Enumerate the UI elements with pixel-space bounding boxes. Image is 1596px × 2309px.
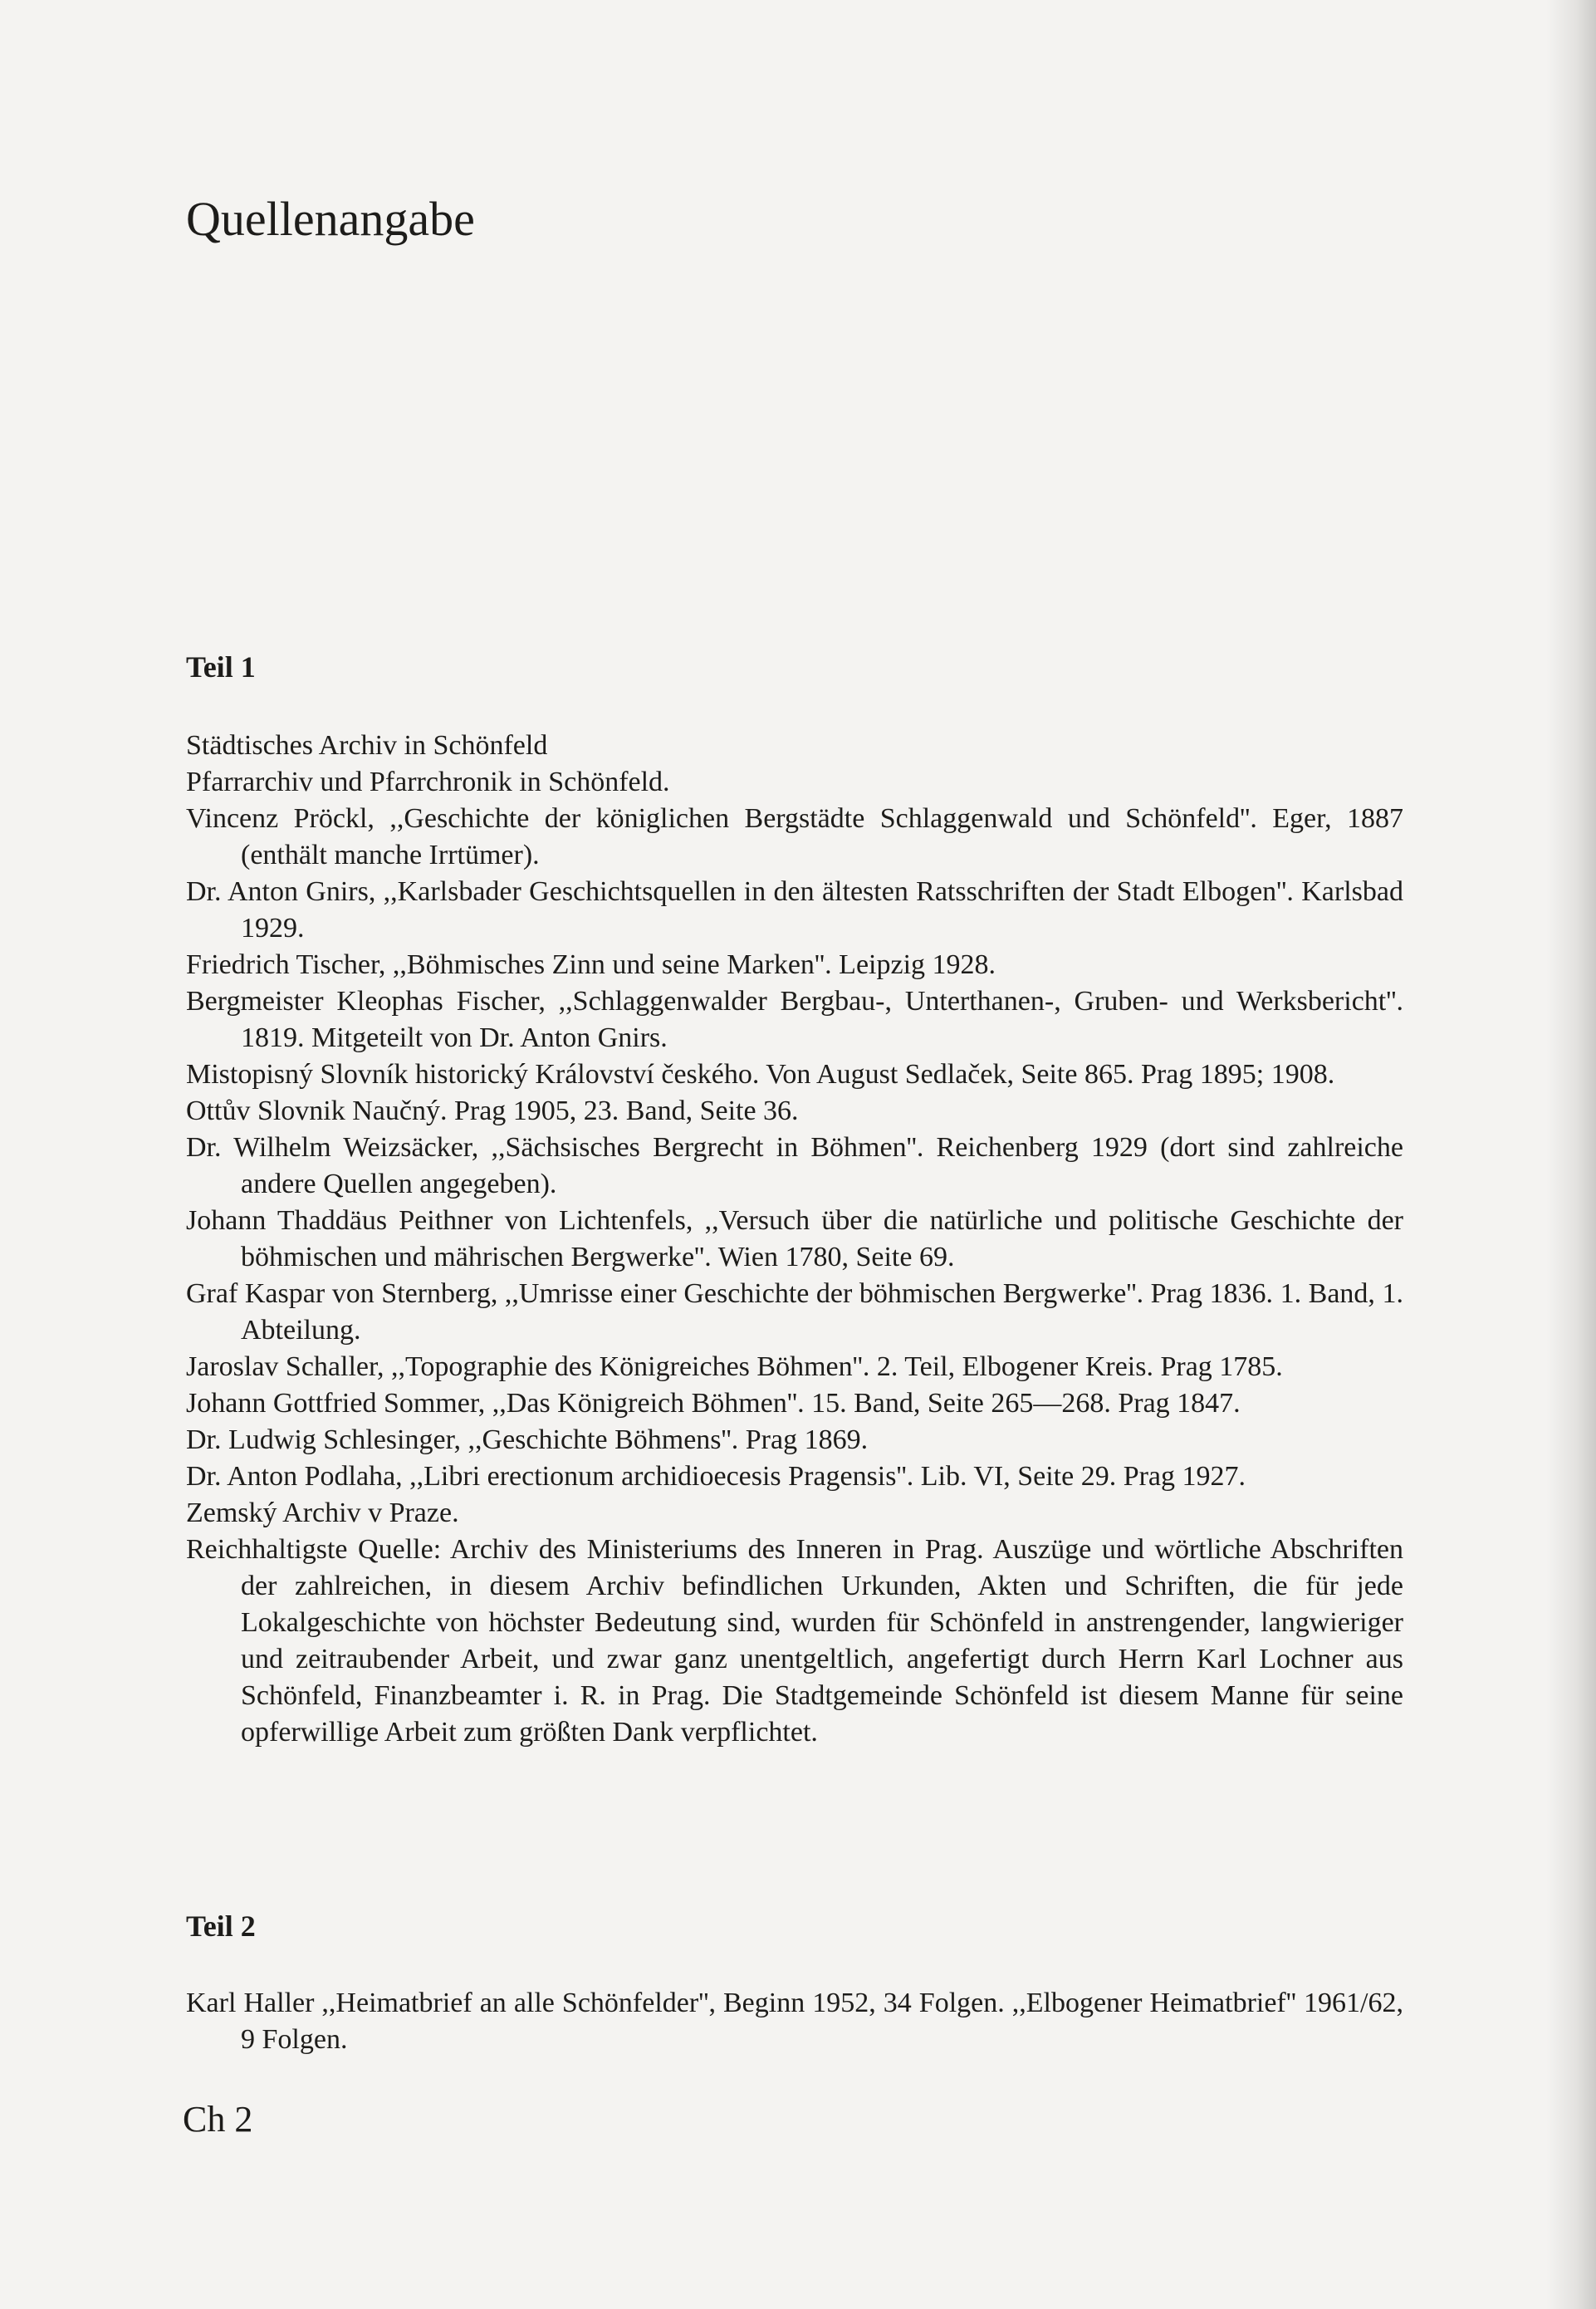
page-title: Quellenangabe xyxy=(186,192,475,246)
source-entry: Graf Kaspar von Sternberg, ,,Umrisse einer Geschichte der böhmischen Bergwerke''. Prag 1836. 1. Band, 1. Abteilung. xyxy=(186,1278,1403,1346)
section-heading-teil-1: Teil 1 xyxy=(186,650,256,684)
source-entry: Dr. Anton Podlaha, ,,Libri erectionum archidioecesis Pragensis''. Lib. VI, Seite 29. Prag 1927. xyxy=(186,1461,1246,1492)
source-entry: Johann Thaddäus Peithner von Lichtenfels, ,,Versuch über die natürliche und politische Geschichte der böhmischen und mährischen Bergwerke''. Wien 1780, Seite 69. xyxy=(186,1205,1403,1272)
source-entry: Dr. Ludwig Schlesinger, ,,Geschichte Böhmens''. Prag 1869. xyxy=(186,1424,869,1455)
section-heading-teil-2: Teil 2 xyxy=(186,1909,256,1943)
page-label: Ch 2 xyxy=(183,2099,253,2140)
source-entry: Vincenz Pröckl, ,,Geschichte der königlichen Bergstädte Schlaggenwald und Schönfeld''. Eger, 1887 (enthält manche Irrtümer). xyxy=(186,803,1403,870)
source-entry: Bergmeister Kleophas Fischer, ,,Schlaggenwalder Bergbau-, Unterthanen-, Gruben- und Werksbericht''. 1819. Mitgeteilt von Dr. Anton Gnirs. xyxy=(186,986,1403,1053)
source-entry: Johann Gottfried Sommer, ,,Das Königreich Böhmen''. 15. Band, Seite 265—268. Prag 1847. xyxy=(186,1388,1241,1419)
source-entry: Dr. Wilhelm Weizsäcker, ,,Sächsisches Bergrecht in Böhmen''. Reichenberg 1929 (dort sind zahlreiche andere Quellen angegeben). xyxy=(186,1132,1403,1199)
source-list-teil-1 xyxy=(186,728,1403,1751)
source-entry: Dr. Anton Gnirs, ,,Karlsbader Geschichtsquellen in den ältesten Ratsschriften der Stadt Elbogen''. Karlsbad 1929. xyxy=(186,876,1403,944)
source-entry: Karl Haller ,,Heimatbrief an alle Schönfelder'', Beginn 1952, 34 Folgen. ,,Elbogener Heimatbrief'' 1961/62, 9 Folgen. xyxy=(186,1988,1403,2055)
source-list-teil-2 xyxy=(186,1985,1403,2058)
source-entry: Reichhaltigste Quelle: Archiv des Ministeriums des Inneren in Prag. Auszüge und wörtliche Abschriften der zahlreichen, in diesem Archiv befindlichen Urkunden, Akten und Schriften, die für jede Lokalgeschichte von höchster Bedeutung sind, wurden für Schönfeld in anstrengender, langwieriger und zeitraubender Arbeit, und zwar ganz unentgeltlich, angefertigt durch Herrn Karl Lochner aus Schönfeld, Finanzbeamter i. R. in Prag. Die Stadtgemeinde Schönfeld ist diesem Manne für seine opferwillige Arbeit zum größten Dank verpflichtet. xyxy=(186,1534,1403,1748)
source-entry: Ottův Slovnik Naučný. Prag 1905, 23. Band, Seite 36. xyxy=(186,1096,799,1126)
page-edge-shadow xyxy=(1546,0,1596,2309)
source-entry: Städtisches Archiv in Schönfeld xyxy=(186,730,548,761)
source-entry: Jaroslav Schaller, ,,Topographie des Königreiches Böhmen''. 2. Teil, Elbogener Kreis. Prag 1785. xyxy=(186,1351,1283,1382)
source-entry: Friedrich Tischer, ,,Böhmisches Zinn und seine Marken''. Leipzig 1928. xyxy=(186,949,996,980)
source-entry: Zemský Archiv v Praze. xyxy=(186,1498,459,1528)
source-entry: Pfarrarchiv und Pfarrchronik in Schönfeld. xyxy=(186,767,670,797)
source-entry: Mistopisný Slovník historický Království českého. Von August Sedlaček, Seite 865. Prag 1895; 1908. xyxy=(186,1059,1335,1090)
